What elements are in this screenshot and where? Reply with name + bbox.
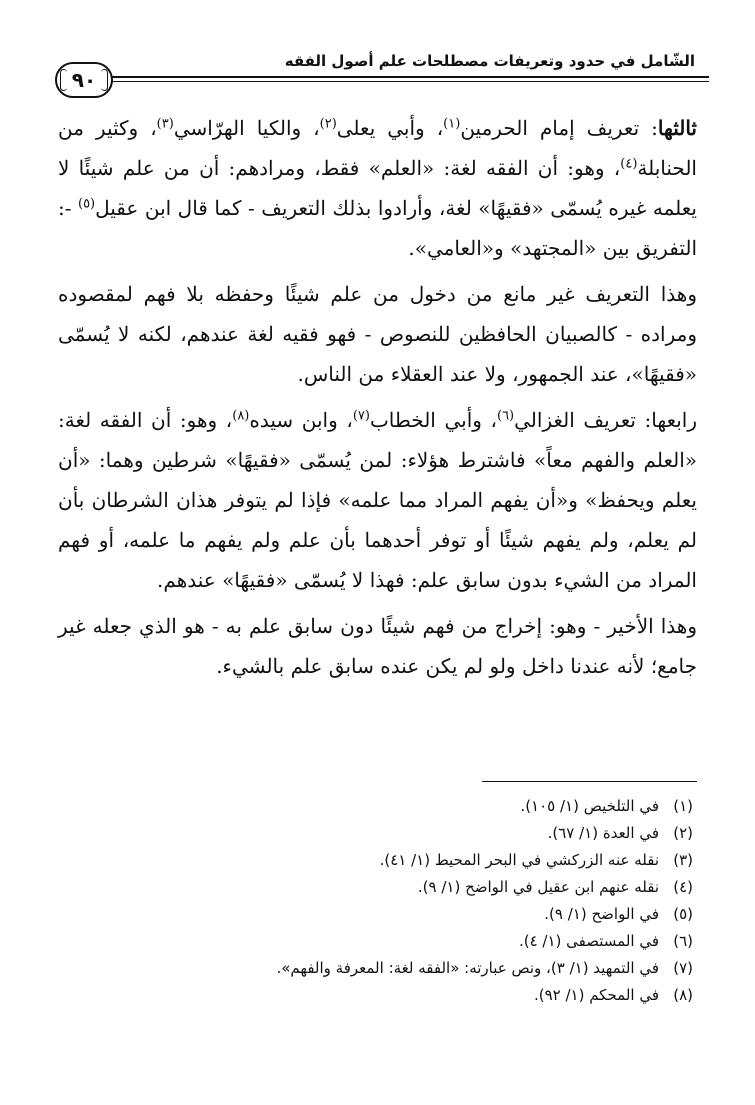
footnote-ref: (٣) <box>156 116 174 132</box>
footnote-item <box>58 874 693 901</box>
footnote-item <box>58 820 693 847</box>
footnote-number: (٢) <box>673 824 693 842</box>
footnote-ref: (١) <box>443 116 461 132</box>
paragraph-third-definition <box>58 108 697 268</box>
footnote-number: (٣) <box>673 851 693 869</box>
paragraph-fourth-definition <box>58 400 697 600</box>
paragraph-text: : تعريف إمام الحرمين <box>460 116 658 140</box>
footnote-item <box>58 982 693 1009</box>
header-rule-thin <box>105 81 709 82</box>
footnote-number: (٧) <box>673 959 693 977</box>
header-rule <box>105 76 709 78</box>
paragraph-text: ، وأبي يعلى <box>336 116 444 140</box>
footnote-number: (٤) <box>673 878 693 896</box>
footnote-text: في المستصفى (١/ ٤). <box>518 932 659 950</box>
footnote-item <box>58 847 693 874</box>
paragraph-text: ، وابن سيده <box>249 408 353 432</box>
paragraph-text: رابعها: تعريف الغزالي <box>514 408 697 432</box>
footnote-item <box>58 793 693 820</box>
footnote-text: نقله عنه الزركشي في البحر المحيط (١/ ٤١). <box>379 851 659 869</box>
footnote-number: (٦) <box>673 932 693 950</box>
paragraph-text: ، وهو: أن الفقه لغة: «العلم» فقط، ومرادهم: أن من علم شيئًا لا يعلمه غيره يُسمّى «فقيهًا» لغة، وأرادوا بذلك التعريف - كما قال ابن عقيل <box>58 156 697 220</box>
paragraph-critique-2: وهذا الأخير - وهو: إخراج من فهم شيئًا دون سابق علم به - هو الذي جعله غير جامع؛ لأنه عندنا داخل ولو لم يكن عنده سابق علم بالشيء. <box>58 614 697 678</box>
footnotes <box>58 793 693 1009</box>
paragraph-text: ، وكثير من الحنابلة <box>58 116 697 180</box>
footnote-separator <box>482 781 697 782</box>
footnote-item <box>58 955 693 982</box>
paragraph-text: ، والكيا الهرّاسي <box>173 116 320 140</box>
footnote-text: في الواضح (١/ ٩). <box>544 905 659 923</box>
footnote-ref: (٨) <box>232 408 250 424</box>
paragraph-critique-1: وهذا التعريف غير مانع من دخول من علم شيئًا وحفظه بلا فهم لمقصوده ومراده - كالصبيان الحافظين للنصوص - فهو فقيه لغة عندهم، لكنه لا يُسمّى «فقيهًا»، عند الجمهور، ولا عند العقلاء من الناس. <box>58 282 697 386</box>
footnote-item <box>58 928 693 955</box>
footnote-text: في العدة (١/ ٦٧). <box>547 824 659 842</box>
paragraph-lead: ثالثها <box>657 116 697 140</box>
footnote-text: في التلخيص (١/ ١٠٥). <box>520 797 659 815</box>
paragraph-text: ، وهو: أن الفقه لغة: «العلم والفهم معاً» فاشترط هؤلاء: لمن يُسمّى «فقيهًا» شرطين وهما: «أن يعلم ويحفظ» و«أن يفهم المراد مما علمه» فإذا لم يتوفر هذان الشرطان بأن لم يعلم، ولم يفهم شيئًا أو توفر أحدهما بأن علم ولم يفهم ما علمه، أو فهم المراد من الشيء بدون سابق علم: فهذا لا يُسمّى «فقيهًا» عندهم. <box>58 408 697 592</box>
footnote-number: (٨) <box>673 986 693 1004</box>
paragraph-text: -: التفريق بين «المجتهد» و«العامي». <box>58 196 697 260</box>
footnote-ref: (٤) <box>620 156 638 172</box>
footnote-number: (١) <box>673 797 693 815</box>
footnote-text: في التمهيد (١/ ٣)، ونص عبارته: «الفقه لغة: المعرفة والفهم». <box>276 959 659 977</box>
footnote-ref: (٥) <box>77 196 96 212</box>
paragraph-text: ، وأبي الخطاب <box>369 408 497 432</box>
footnote-item <box>58 901 693 928</box>
footnote-ref: (٦) <box>496 408 515 424</box>
footnote-text: نقله عنهم ابن عقيل في الواضح (١/ ٩). <box>417 878 659 896</box>
main-text <box>58 108 697 692</box>
footnote-ref: (٧) <box>352 408 370 424</box>
footnote-number: (٥) <box>673 905 693 923</box>
running-header-title: الشّامل في حدود وتعريفات مصطلحات علم أصول الفقه <box>284 52 695 70</box>
footnote-ref: (٢) <box>319 116 337 132</box>
footnote-text: في المحكم (١/ ٩٢). <box>533 986 659 1004</box>
page-number: ٩٠ <box>55 62 113 98</box>
